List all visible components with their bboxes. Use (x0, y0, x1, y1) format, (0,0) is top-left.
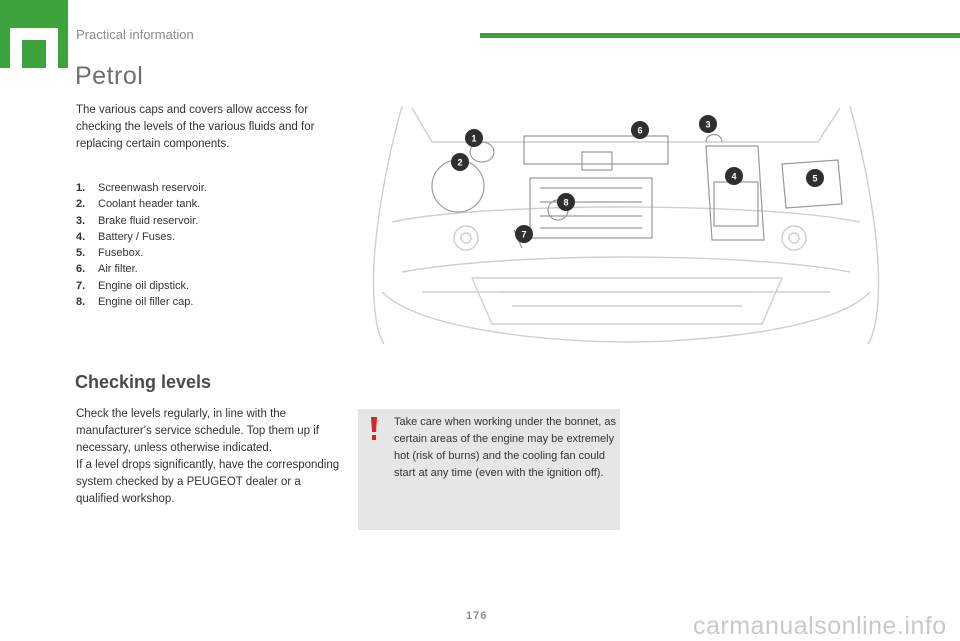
item-label: Battery / Fuses. (98, 230, 176, 243)
callout-label: 1 (471, 133, 477, 144)
callout-label: 5 (812, 173, 818, 184)
callout-label: 8 (563, 197, 569, 208)
list-item (76, 261, 207, 277)
intro-paragraph: The various caps and covers allow access for checking the levels of the various fluids and for replacing certain components. (76, 104, 315, 150)
item-label: Brake fluid reservoir. (98, 214, 199, 227)
page-number: 176 (466, 610, 488, 622)
item-label: Fusebox. (98, 247, 144, 260)
item-label: Screenwash reservoir. (98, 182, 207, 194)
item-number: 5. (76, 247, 86, 260)
list-item (76, 213, 207, 229)
parts-list (76, 180, 207, 310)
callout-label: 7 (521, 229, 527, 240)
engine-bay-diagram (362, 102, 890, 344)
item-label: Air filter. (98, 263, 138, 276)
list-item (76, 180, 207, 196)
page-title: Petrol (75, 62, 144, 90)
item-number: 6. (76, 263, 86, 276)
warning-text: Take care when working under the bonnet, as certain areas of the engine may be extremely hot (risk of burns) and the cooling fan could start at any time (even with the ignition off). (394, 416, 616, 479)
exclamation-icon (370, 417, 378, 441)
watermark: carmanualsonline.info (693, 612, 947, 640)
item-number: 2. (76, 198, 86, 211)
list-item (76, 229, 207, 245)
callout-label: 6 (637, 125, 643, 136)
item-label: Coolant header tank. (98, 198, 201, 211)
checking-levels-title: Checking levels (75, 372, 212, 392)
callout-label: 2 (457, 157, 463, 168)
item-number: 3. (76, 214, 86, 227)
item-number: 1. (76, 182, 86, 194)
callout-label: 4 (731, 171, 737, 182)
list-item (76, 245, 207, 261)
item-label: Engine oil dipstick. (98, 279, 190, 292)
item-number: 4. (76, 230, 86, 243)
item-label: Engine oil filler cap. (98, 296, 194, 309)
list-item (76, 294, 207, 310)
section-title: Practical information (76, 27, 194, 42)
checking-levels-text: Check the levels regularly, in line with the manufacturer's service schedule. Top them up if necessary, unless otherwise indicated. If a level drops significantly, have the corresponding system checked by a PEUGEOT dealer or a qualified workshop. (76, 408, 340, 505)
chapter-tab-icon (0, 0, 68, 68)
item-number: 7. (76, 279, 86, 292)
callout-label: 3 (705, 119, 711, 130)
header-rule (480, 33, 960, 38)
list-item (76, 278, 207, 294)
item-number: 8. (76, 296, 86, 309)
warning-box (358, 409, 620, 530)
list-item (76, 196, 207, 212)
